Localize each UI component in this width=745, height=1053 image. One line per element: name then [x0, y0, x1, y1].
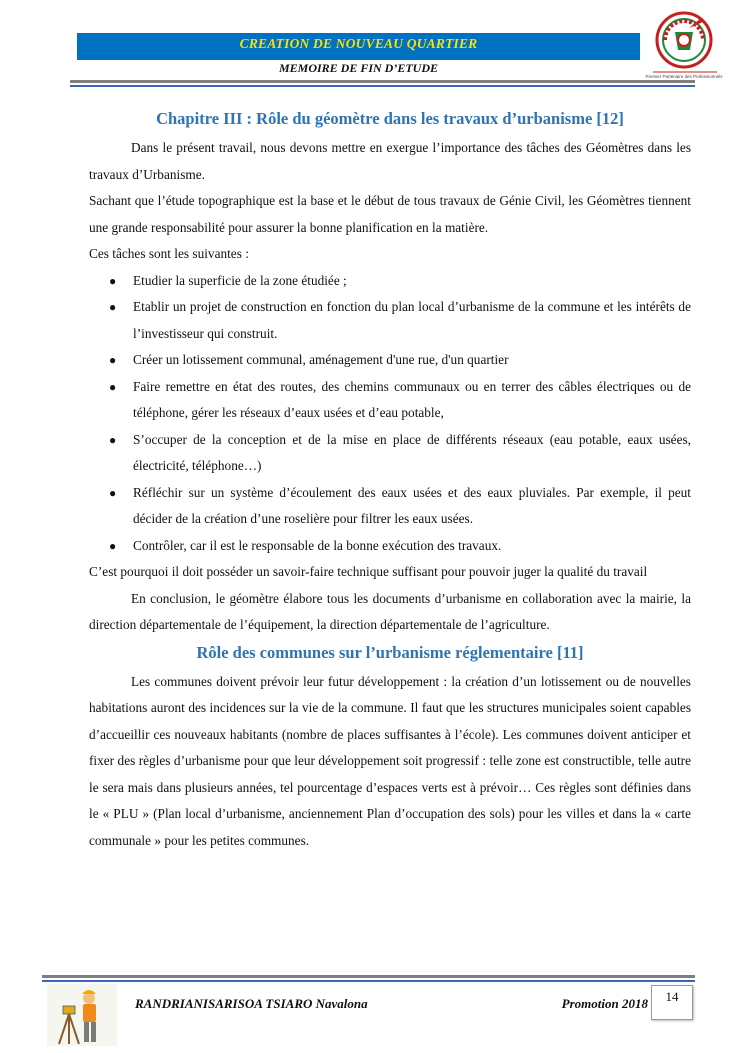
surveyor-tripod-icon — [47, 984, 117, 1046]
footer-rule-blue — [42, 980, 695, 982]
paragraph: En conclusion, le géomètre élabore tous les documents d’urbanisme en collaboration avec la mairie, la direction départementale de l’équipement, la direction départementale de l’agriculture. — [89, 590, 691, 632]
list-item-text: Créer un lotissement communal, aménagement d'une rue, d'un quartier — [133, 352, 509, 367]
bullet-icon: ● — [109, 379, 117, 394]
promotion-year: Promotion 2018 — [561, 996, 648, 1011]
bullet-icon: ● — [109, 538, 117, 553]
section-heading: Rôle des communes sur l’urbanisme réglementaire [11] — [196, 642, 584, 662]
page-number-box — [651, 985, 693, 1020]
bullet-icon: ● — [109, 273, 117, 288]
paragraph: Sachant que l’étude topographique est la base et le début de tous travaux de Génie Civil, les Géomètres tiennent une grande responsabilité pour assurer la bonne planification en la matière. — [89, 193, 691, 235]
paragraph: Ces tâches sont les suivantes : — [89, 246, 249, 261]
header-bar — [77, 33, 640, 60]
paragraph: Dans le présent travail, nous devons mettre en exergue l’importance des tâches des Géomètres dans les travaux d’Urbanisme. — [89, 140, 691, 182]
document-subtitle: MEMOIRE DE FIN D’ETUDE — [278, 61, 439, 75]
list-item — [89, 294, 691, 347]
bullet-icon: ● — [109, 432, 117, 447]
paragraph: C’est pourquoi il doit posséder un savoir-faire technique suffisant pour pouvoir juger la qualité du travail — [89, 564, 648, 579]
author-name: RANDRIANISARISOA TSIARO Navalona — [135, 996, 368, 1011]
list-item-text: Réfléchir sur un système d’écoulement des eaux usées et des eaux pluviales. Par exemple, il peut décider de la création d’une roselière pour filtrer les eaux usées. — [133, 484, 691, 526]
list-item — [89, 533, 691, 560]
list-item-text: Faire remettre en état des routes, des chemins communaux ou en terrer des câbles électriques ou de téléphone, gérer les réseaux d’eaux usées et d’eau potable, — [133, 378, 691, 420]
document-title: CREATION DE NOUVEAU QUARTIER — [239, 36, 478, 51]
paragraph: Les communes doivent prévoir leur futur développement : la création d’un lotissement ou de nouvelles habitations auront des incidences sur la vie de la commune. Il faut que les structures municipales soient capables d’accueillir ces nouveaux habitants (nombre de places suffisantes à l’école). Les communes doivent anticiper et fixer des règles d’urbanisme pour que leur développement soit progressif : telle zone est constructible, telle autre le sera mais dans plusieurs années, tel pourcentage d’espaces verts est à prévoir… Ces règles sont définies dans le « PLU » (Plan local d’urbanisme, anciennement Plan d’occupation des sols) pour les villes et dans la « carte communale » pour les petites communes. — [89, 673, 691, 848]
header-rule-gray — [70, 80, 695, 83]
footer-rule-gray — [42, 975, 695, 978]
logo-caption: Premier Partenaire des Professionnels — [645, 74, 723, 79]
list-item — [89, 374, 691, 427]
list-item — [89, 427, 691, 480]
bullet-icon: ● — [109, 300, 117, 314]
page-number: 14 — [665, 989, 679, 1004]
list-item — [89, 268, 691, 295]
bullet-icon: ● — [109, 485, 117, 500]
list-item — [89, 480, 691, 533]
school-emblem-icon — [645, 10, 723, 80]
bullet-icon: ● — [109, 353, 117, 367]
list-item — [89, 347, 691, 374]
page-content — [89, 108, 691, 854]
task-list — [89, 268, 691, 560]
list-item-text: Etudier la superficie de la zone étudiée ; — [133, 272, 347, 288]
list-item-text: Etablir un projet de construction en fonction du plan local d’urbanisme de la commune et les intérêts de l’investisseur qui construit. — [133, 299, 691, 341]
chapter-heading: Chapitre III : Rôle du géomètre dans les travaux d’urbanisme [12] — [156, 109, 624, 128]
list-item-text: Contrôler, car il est le responsable de la bonne exécution des travaux. — [133, 537, 502, 553]
list-item-text: S’occuper de la conception et de la mise en place de différents réseaux (eau potable, eaux usées, électricité, téléphone…) — [133, 431, 691, 473]
header-rule-blue — [70, 85, 695, 87]
